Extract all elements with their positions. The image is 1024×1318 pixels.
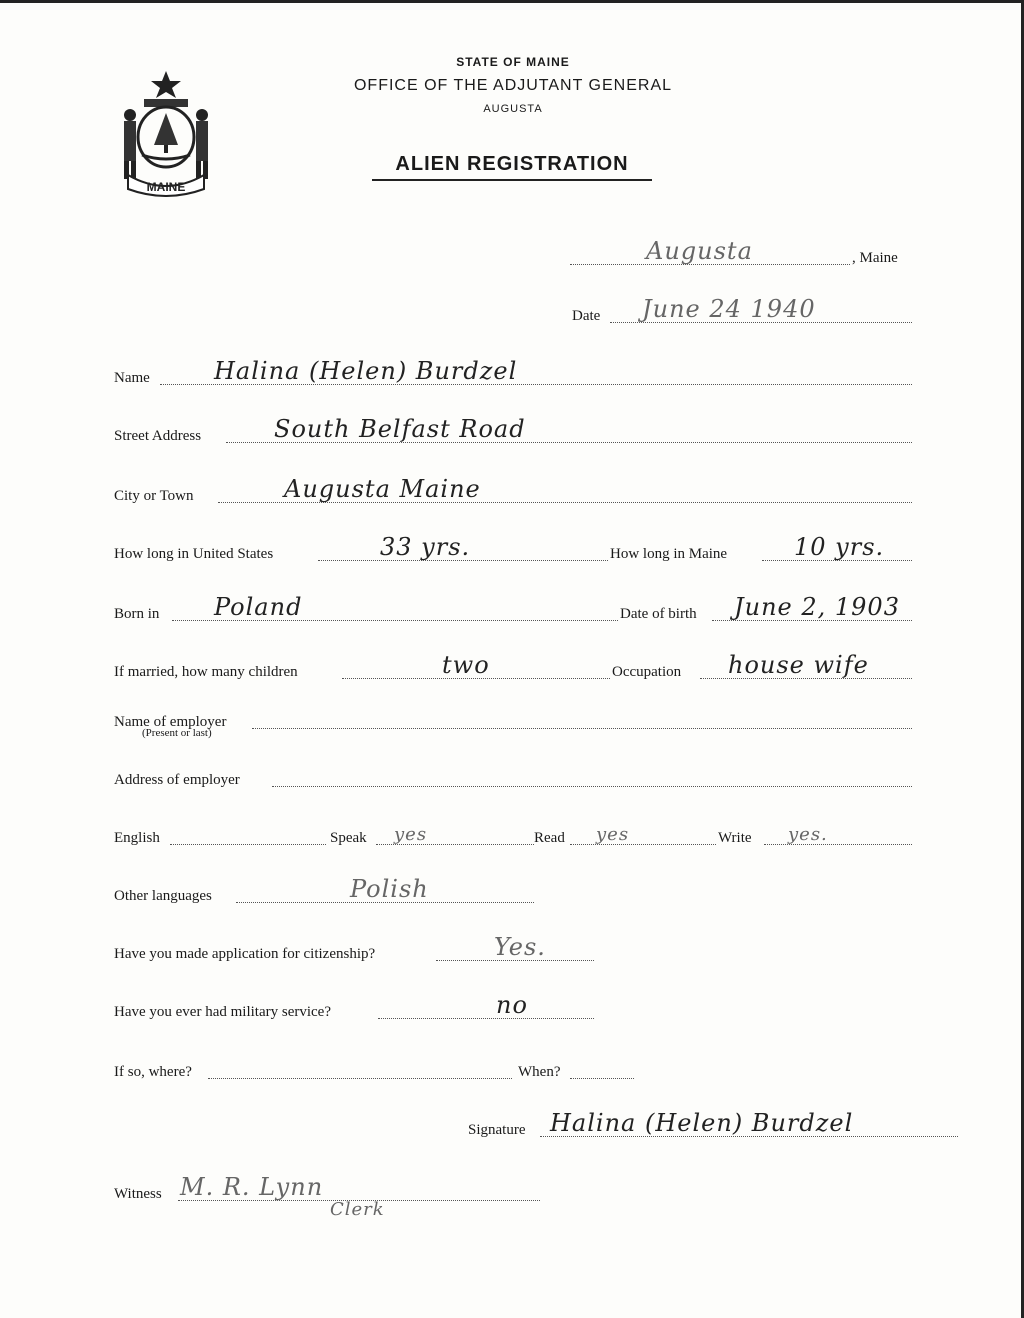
date-of-birth-value[interactable]: June 2, 1903 [734,593,900,621]
street-address-row [114,415,912,447]
write-label: Write [718,830,752,846]
place-row [560,237,920,269]
occupation-label: Occupation [612,664,682,680]
children-value[interactable]: two [442,651,490,679]
employer-name-label: Name of employer [114,714,227,730]
how-long-maine-label: How long in Maine [610,546,728,562]
form-title: ALIEN REGISTRATION [372,153,652,181]
other-languages-row [114,875,534,907]
signature-label: Signature [468,1122,526,1138]
residence-duration-row [114,533,912,565]
name-value[interactable]: Halina (Helen) Burdzel [214,357,518,385]
occupation-value[interactable]: house wife [728,651,869,679]
english-label: English [114,830,160,846]
signature-value[interactable]: Halina (Helen) Burdzel [550,1109,854,1137]
witness-label: Witness [114,1186,162,1202]
street-address-value[interactable]: South Belfast Road [274,415,526,443]
date-value[interactable]: June 24 1940 [642,295,816,323]
place-suffix: , Maine [852,250,898,266]
witness-row [114,1173,540,1205]
where-label: If so, where? [114,1064,192,1080]
military-row [114,991,594,1023]
date-of-birth-label: Date of birth [620,606,697,622]
maine-state-seal-icon [114,67,218,197]
military-value[interactable]: no [496,991,528,1019]
other-languages-label: Other languages [114,888,212,904]
employer-name-sublabel: (Present or last) [142,727,212,739]
citizenship-row [114,933,594,965]
office-heading: OFFICE OF THE ADJUTANT GENERAL [353,77,673,94]
seal-banner-text: MAINE [146,180,186,194]
witness-title: Clerk [330,1199,385,1220]
employer-name-row [114,709,912,733]
name-label: Name [114,370,150,386]
city-heading: AUGUSTA [483,103,543,115]
city-label: City or Town [114,488,194,504]
read-label: Read [534,830,565,846]
date-row [572,295,912,327]
speak-value[interactable]: yes [394,824,428,845]
employer-address-row [114,767,912,791]
how-long-us-value[interactable]: 33 yrs. [380,533,471,561]
military-label: Have you ever had military service? [114,1004,331,1020]
birth-row [114,593,912,625]
city-row [114,475,912,507]
when-label: When? [518,1064,561,1080]
children-label: If married, how many children [114,664,298,680]
street-address-label: Street Address [114,428,202,444]
born-in-value[interactable]: Poland [214,593,303,621]
citizenship-value[interactable]: Yes. [494,933,546,961]
read-value[interactable]: yes [596,824,630,845]
service-location-row [114,1059,634,1083]
form-header [300,55,726,115]
english-row [114,825,912,849]
name-row [114,357,912,389]
children-occupation-row [114,651,912,683]
state-heading: STATE OF MAINE [456,55,570,69]
how-long-us-label: How long in United States [114,546,274,562]
write-value[interactable]: yes. [788,824,828,845]
other-languages-value[interactable]: Polish [350,875,429,903]
employer-address-label: Address of employer [114,772,240,788]
signature-row [468,1109,968,1141]
date-label: Date [572,308,601,324]
place-value[interactable]: Augusta [646,237,753,265]
born-in-label: Born in [114,606,160,622]
citizenship-label: Have you made application for citizenship? [114,946,376,962]
witness-value[interactable]: M. R. Lynn [180,1173,324,1201]
city-value[interactable]: Augusta Maine [284,475,481,503]
speak-label: Speak [330,830,367,846]
how-long-maine-value[interactable]: 10 yrs. [794,533,885,561]
